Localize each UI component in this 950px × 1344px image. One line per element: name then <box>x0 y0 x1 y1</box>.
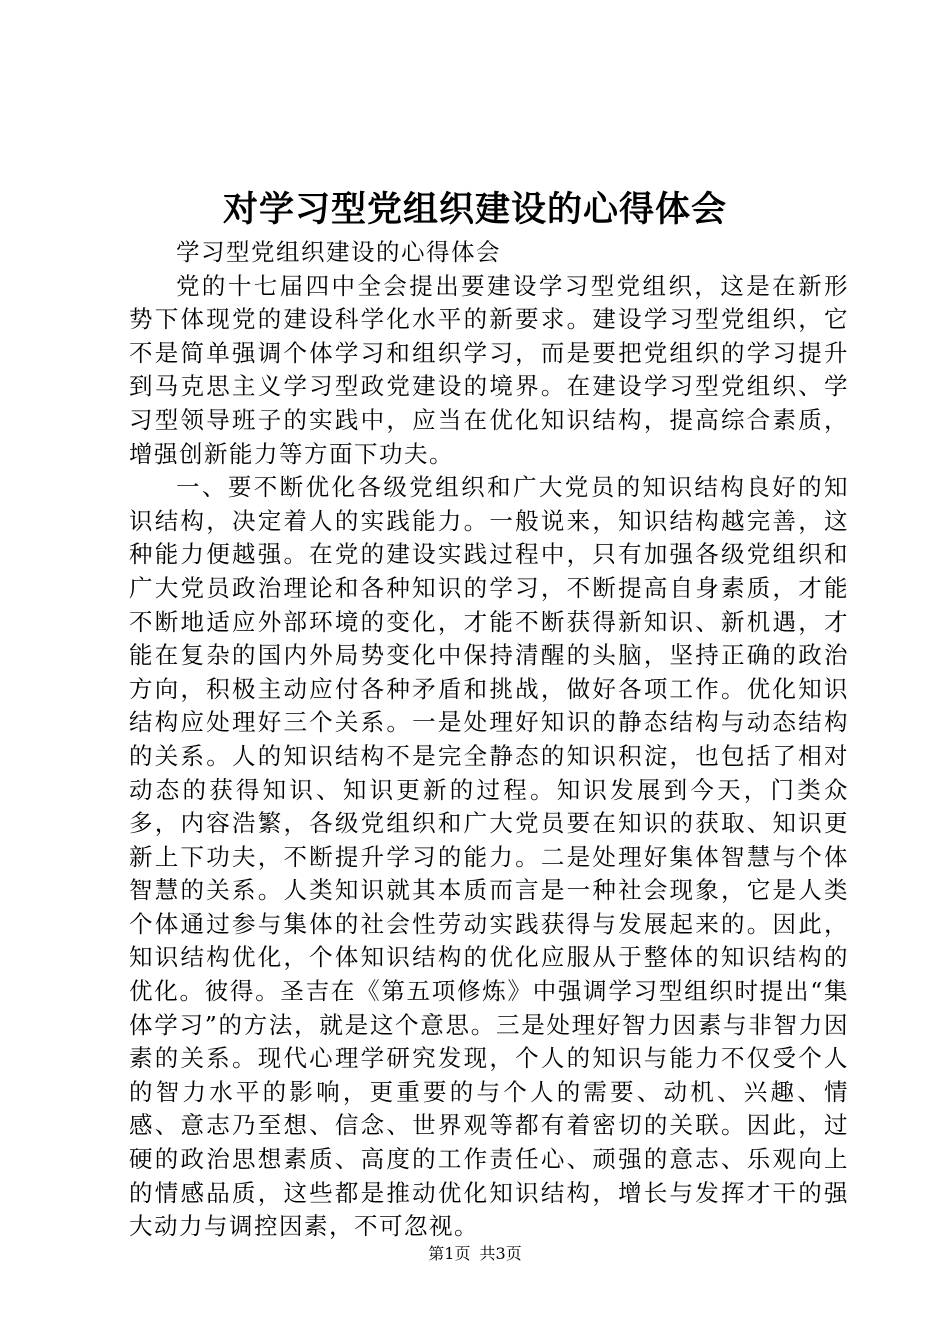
intro-paragraph: 党的十七届四中全会提出要建设学习型党组织，这是在新形势下体现党的建设科学化水平的新要求。建设学习型党组织，它不是简单强调个体学习和组织学习，而是要把党组织的学习提升到马克思主义学习型政党建设的境界。在建设学习型党组织、学习型领导班子的实践中，应当在优化知识结构，提高综合素质，增强创新能力等方面下功夫。 <box>129 271 849 468</box>
document-title: 对学习型党组织建设的心得体会 <box>222 189 727 230</box>
section-one-paragraph: 一、要不断优化各级党组织和广大党员的知识结构良好的知识结构，决定着人的实践能力。一般说来，知识结构越完善，这种能力便越强。在党的建设实践过程中，只有加强各级党组织和广大党员政治理论和各种知识的学习，不断提高自身素质，才能不断地适应外部环境的变化，才能不断获得新知识、新机遇，才能在复杂的国内外局势变化中保持清醒的头脑，坚持正确的政治方向，积极主动应付各种矛盾和挑战，做好各项工作。优化知识结构应处理好三个关系。一是处理好知识的静态结构与动态结构的关系。人的知识结构不是完全静态的知识积淀，也包括了相对动态的获得知识、知识更新的过程。知识发展到今天，门类众多，内容浩繁，各级党组织和广大党员要在知识的获取、知识更新上下功夫，不断提升学习的能力。二是处理好集体智慧与个体智慧的关系。人类知识就其本质而言是一种社会现象，它是人类个体通过参与集体的社会性劳动实践获得与发展起来的。因此，知识结构优化，个体知识结构的优化应服从于整体的知识结构的优化。彼得。圣吉在《第五项修炼》中强调学习型组织时提出“集体学习”的方法，就是这个意思。三是处理好智力因素与非智力因素的关系。现代心理学研究发现，个人的知识与能力不仅受个人的智力水平的影响，更重要的与个人的需要、动机、兴趣、情感、意志乃至想、信念、世界观等都有着密切的关联。因此，过硬的政治思想素质、高度的工作责任心、顽强的意志、乐观向上的情感品质，这些都是推动优化知识结构，增长与发挥才干的强大动力与调控因素，不可忽视。 <box>129 473 849 1241</box>
page-total: 共3页 <box>479 1244 522 1263</box>
subtitle-paragraph: 学习型党组织建设的心得体会 <box>176 238 501 266</box>
page-number: 第1页 <box>428 1244 471 1263</box>
document-body <box>129 236 849 1244</box>
page-footer <box>0 1243 950 1265</box>
